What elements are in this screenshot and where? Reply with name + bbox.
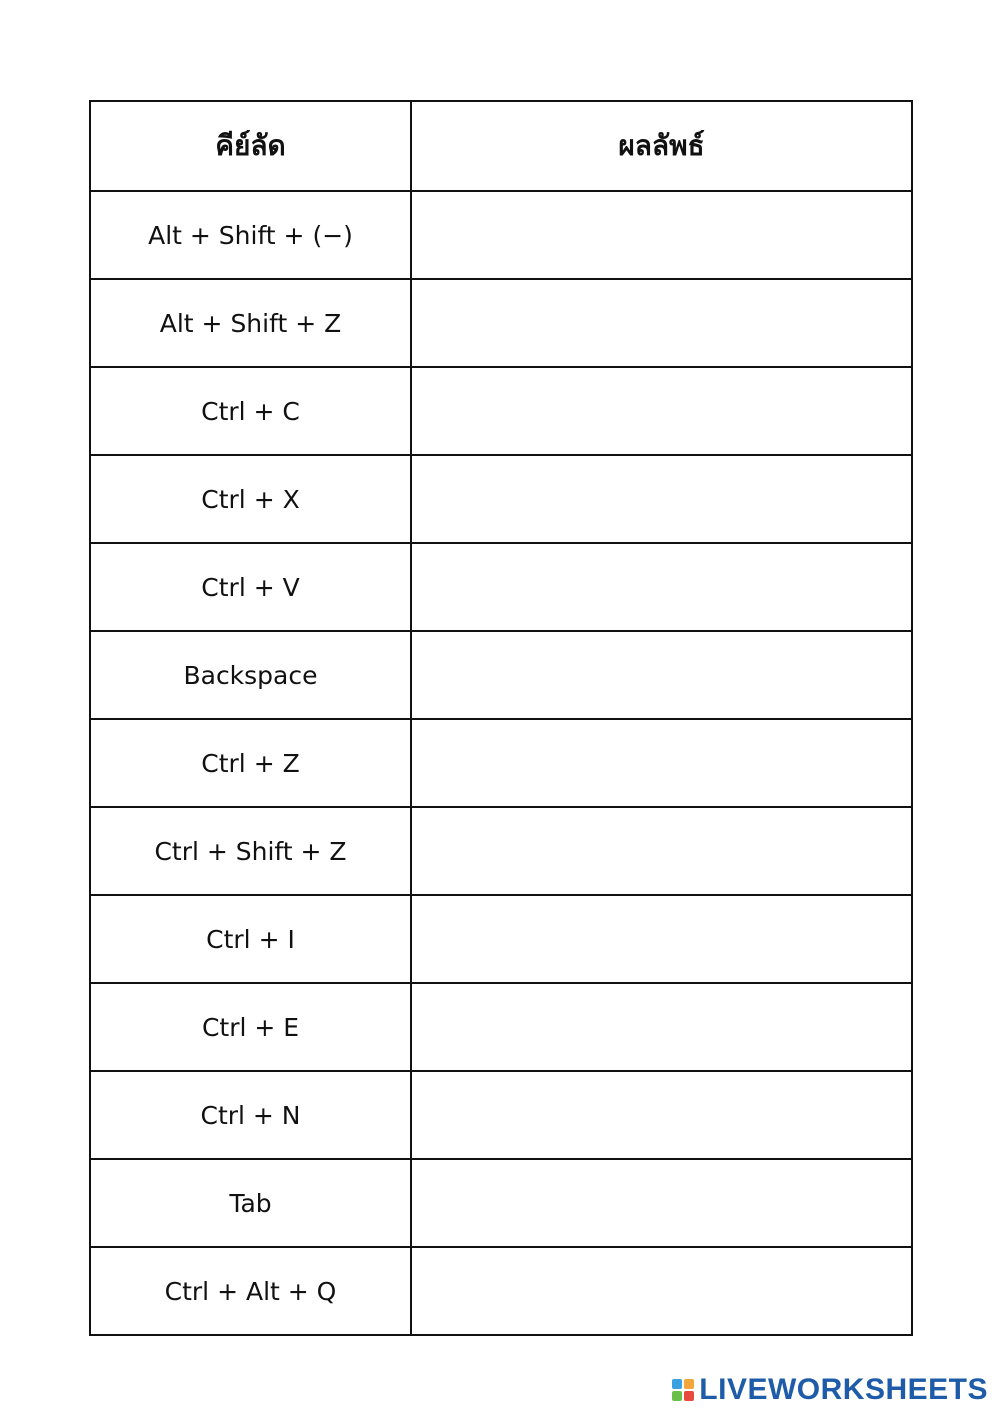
table-row <box>90 631 912 719</box>
table-row <box>90 543 912 631</box>
logo-tile <box>672 1391 682 1401</box>
shortcut-cell: Ctrl + I <box>90 895 411 983</box>
header-result: ผลลัพธ์ <box>411 101 912 191</box>
answer-cell[interactable] <box>411 367 912 455</box>
answer-cell[interactable] <box>411 279 912 367</box>
answer-cell[interactable] <box>411 1159 912 1247</box>
table-row <box>90 279 912 367</box>
header-row <box>90 101 912 191</box>
shortcut-cell: Alt + Shift + Z <box>90 279 411 367</box>
shortcut-cell: Alt + Shift + (−) <box>90 191 411 279</box>
answer-cell[interactable] <box>411 1071 912 1159</box>
shortcut-cell: Backspace <box>90 631 411 719</box>
liveworksheets-logo-text: LIVEWORKSHEETS <box>699 1373 988 1406</box>
table-row <box>90 983 912 1071</box>
table-row <box>90 1247 912 1335</box>
answer-cell[interactable] <box>411 983 912 1071</box>
table-header <box>90 101 912 191</box>
answer-cell[interactable] <box>411 543 912 631</box>
shortcut-cell: Ctrl + Z <box>90 719 411 807</box>
table-row <box>90 455 912 543</box>
shortcut-cell: Ctrl + E <box>90 983 411 1071</box>
table-row <box>90 719 912 807</box>
shortcut-cell: Ctrl + X <box>90 455 411 543</box>
table-row <box>90 367 912 455</box>
table-row <box>90 1159 912 1247</box>
table-row <box>90 807 912 895</box>
shortcut-cell: Ctrl + Alt + Q <box>90 1247 411 1335</box>
logo-tile <box>684 1391 694 1401</box>
logo-tile <box>684 1379 694 1389</box>
liveworksheets-logo-icon <box>672 1379 694 1401</box>
answer-cell[interactable] <box>411 631 912 719</box>
shortcut-cell: Ctrl + N <box>90 1071 411 1159</box>
table-row <box>90 895 912 983</box>
answer-cell[interactable] <box>411 1247 912 1335</box>
answer-cell[interactable] <box>411 895 912 983</box>
table-body <box>90 191 912 1335</box>
shortcut-cell: Tab <box>90 1159 411 1247</box>
answer-cell[interactable] <box>411 719 912 807</box>
answer-cell[interactable] <box>411 455 912 543</box>
liveworksheets-brand <box>672 1372 988 1408</box>
header-shortcut: คีย์ลัด <box>90 101 411 191</box>
logo-tile <box>672 1379 682 1389</box>
shortcut-cell: Ctrl + C <box>90 367 411 455</box>
table-row <box>90 1071 912 1159</box>
table-row <box>90 191 912 279</box>
shortcut-cell: Ctrl + V <box>90 543 411 631</box>
shortcut-worksheet-table <box>89 100 913 1336</box>
answer-cell[interactable] <box>411 191 912 279</box>
shortcut-cell: Ctrl + Shift + Z <box>90 807 411 895</box>
answer-cell[interactable] <box>411 807 912 895</box>
